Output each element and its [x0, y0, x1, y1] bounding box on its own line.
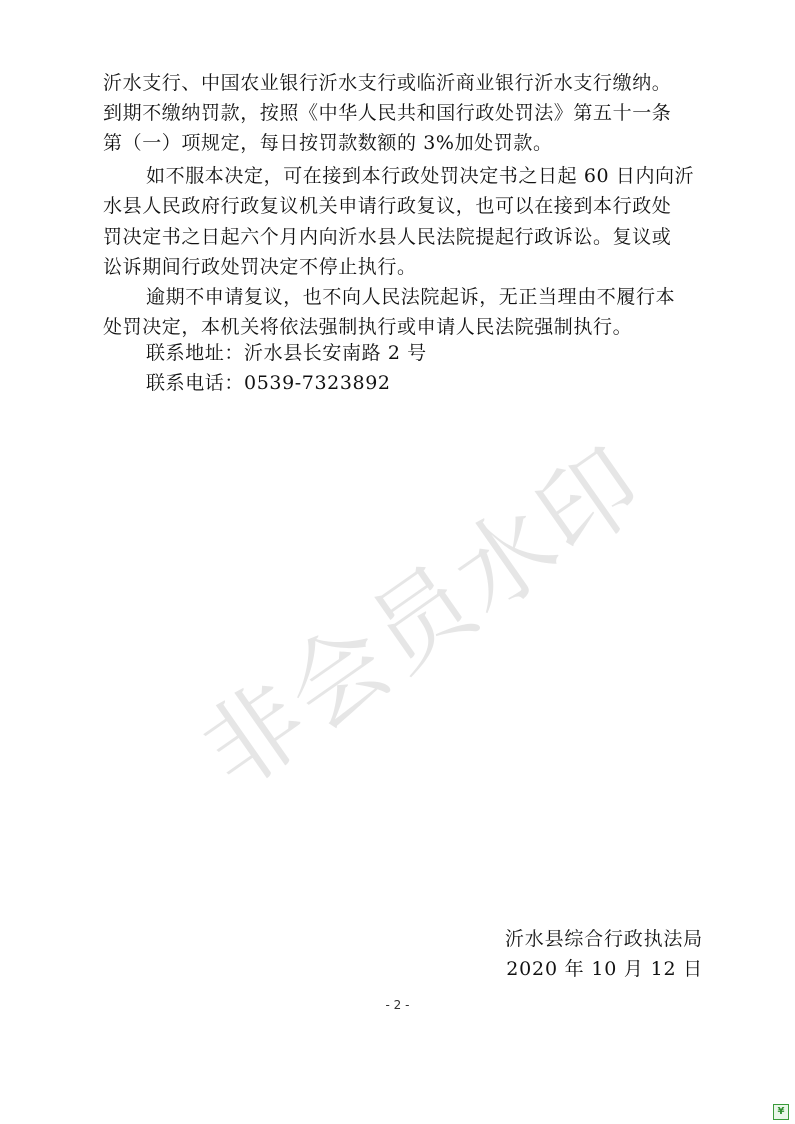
- body-line: 罚决定书之日起六个月内向沂水县人民法院提起行政诉讼。复议或: [103, 226, 672, 248]
- signature-date: 2020 年 10 月 12 日: [506, 958, 703, 980]
- body-line: 逾期不申请复议，也不向人民法院起诉，无正当理由不履行本: [146, 286, 676, 308]
- contact-address: 联系地址：沂水县长安南路 2 号: [146, 342, 427, 364]
- body-line: 沂水支行、中国农业银行沂水支行或临沂商业银行沂水支行缴纳。: [103, 72, 672, 94]
- page-number: - 2 -: [385, 998, 410, 1012]
- body-line: 如不服本决定，可在接到本行政处罚决定书之日起 60 日内向沂: [146, 165, 695, 187]
- body-line: 第（一）项规定，每日按罚款数额的 3%加处罚款。: [103, 132, 553, 154]
- watermark: 非会员水印: [182, 425, 666, 812]
- brand-icon: ¥: [773, 1104, 789, 1120]
- contact-phone: 联系电话：0539-7323892: [146, 372, 391, 394]
- signature-organization: 沂水县综合行政执法局: [504, 928, 703, 950]
- body-line: 讼诉期间行政处罚决定不停止执行。: [103, 256, 417, 278]
- body-line: 到期不缴纳罚款，按照《中华人民共和国行政处罚法》第五十一条: [103, 102, 672, 124]
- body-line: 水县人民政府行政复议机关申请行政复议，也可以在接到本行政处: [103, 195, 672, 217]
- body-line: 处罚决定，本机关将依法强制执行或申请人民法院强制执行。: [103, 316, 633, 338]
